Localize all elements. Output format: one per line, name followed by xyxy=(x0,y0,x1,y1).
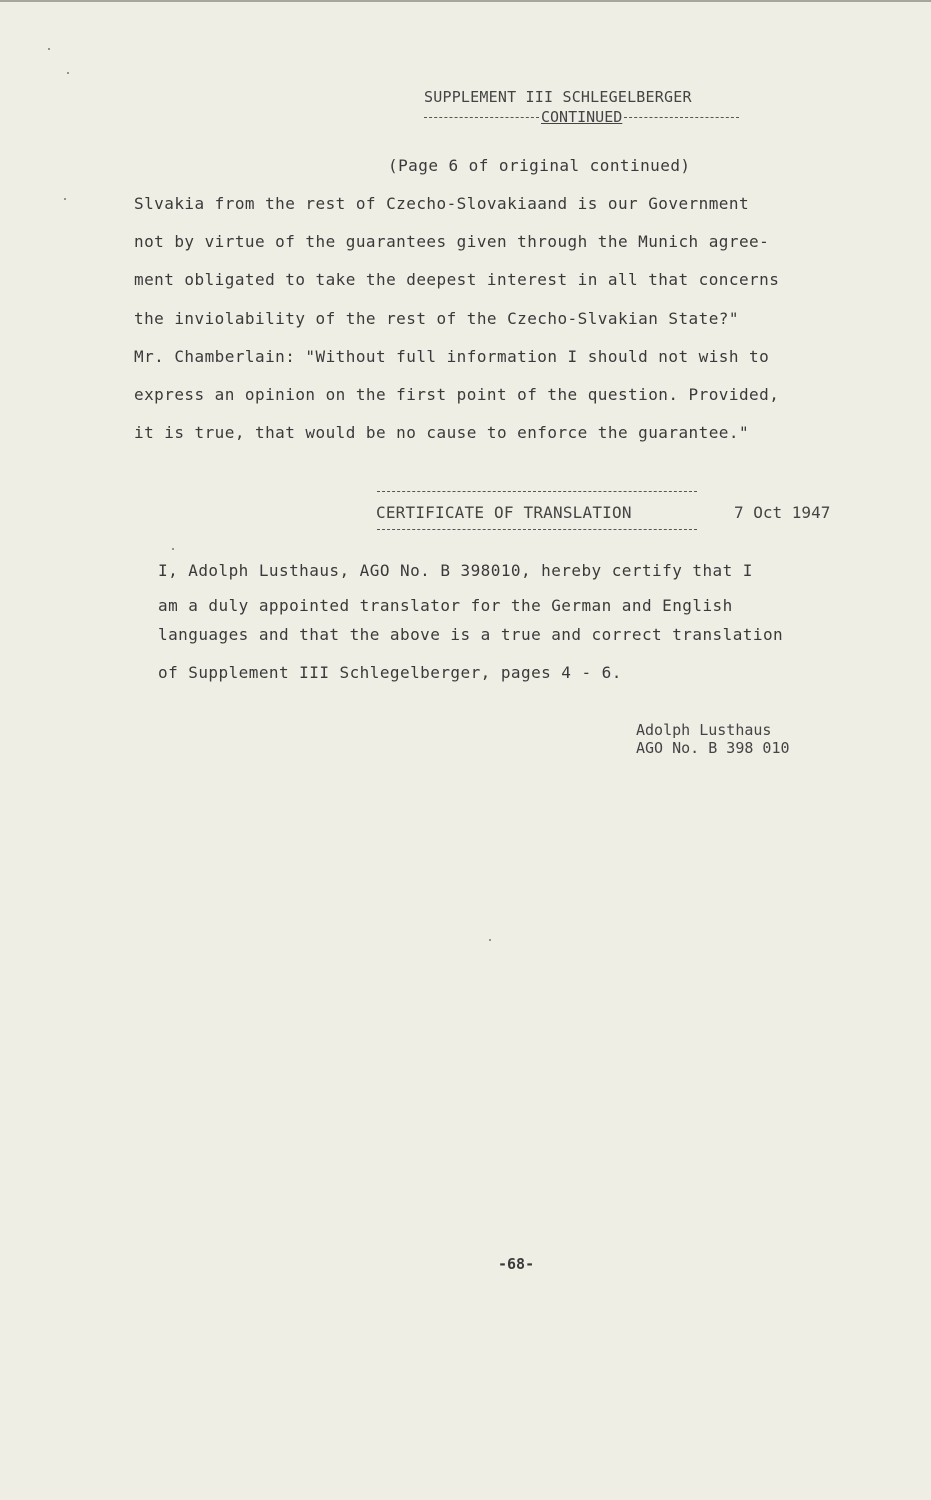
certificate-line: I, Adolph Lusthaus, AGO No. B 398010, hereby certify that I xyxy=(158,561,753,580)
header-subtitle-text: CONTINUED xyxy=(541,108,623,126)
certificate-title: CERTIFICATE OF TRANSLATION xyxy=(376,503,632,522)
page-number: -68- xyxy=(498,1255,535,1273)
body-line: the inviolability of the rest of the Czecho-Slvakian State?" xyxy=(134,309,739,328)
paper-speck xyxy=(67,72,69,74)
paper-speck xyxy=(172,548,174,550)
paper-speck xyxy=(64,198,66,200)
certificate-line: am a duly appointed translator for the German and English xyxy=(158,596,733,615)
body-line: Mr. Chamberlain: "Without full information I should not wish to xyxy=(134,347,770,366)
document-header-subtitle xyxy=(424,108,739,126)
paper-speck xyxy=(48,48,50,50)
paper-speck xyxy=(489,939,491,941)
body-line: it is true, that would be no cause to enforce the guarantee." xyxy=(134,423,750,442)
signature-name: Adolph Lusthaus xyxy=(636,721,772,739)
document-header-title: SUPPLEMENT III SCHLEGELBERGER xyxy=(424,88,692,106)
certificate-rule-bottom xyxy=(377,529,697,530)
body-line: Slvakia from the rest of Czecho-Slovakiaand is our Government xyxy=(134,194,750,213)
header-dash-left xyxy=(424,117,539,118)
page-top-edge xyxy=(0,0,931,2)
body-line: not by virtue of the guarantees given through the Munich agree- xyxy=(134,232,770,251)
signature-ago-number: AGO No. B 398 010 xyxy=(636,739,790,757)
certificate-rule-top xyxy=(377,491,697,492)
certificate-line: languages and that the above is a true and correct translation xyxy=(158,625,784,644)
certificate-date: 7 Oct 1947 xyxy=(734,503,831,522)
certificate-line: of Supplement III Schlegelberger, pages 4 - 6. xyxy=(158,663,622,682)
body-line: express an opinion on the first point of the question. Provided, xyxy=(134,385,780,404)
page-note: (Page 6 of original continued) xyxy=(388,156,691,175)
body-line: ment obligated to take the deepest interest in all that concerns xyxy=(134,270,780,289)
header-dash-right xyxy=(624,117,739,118)
